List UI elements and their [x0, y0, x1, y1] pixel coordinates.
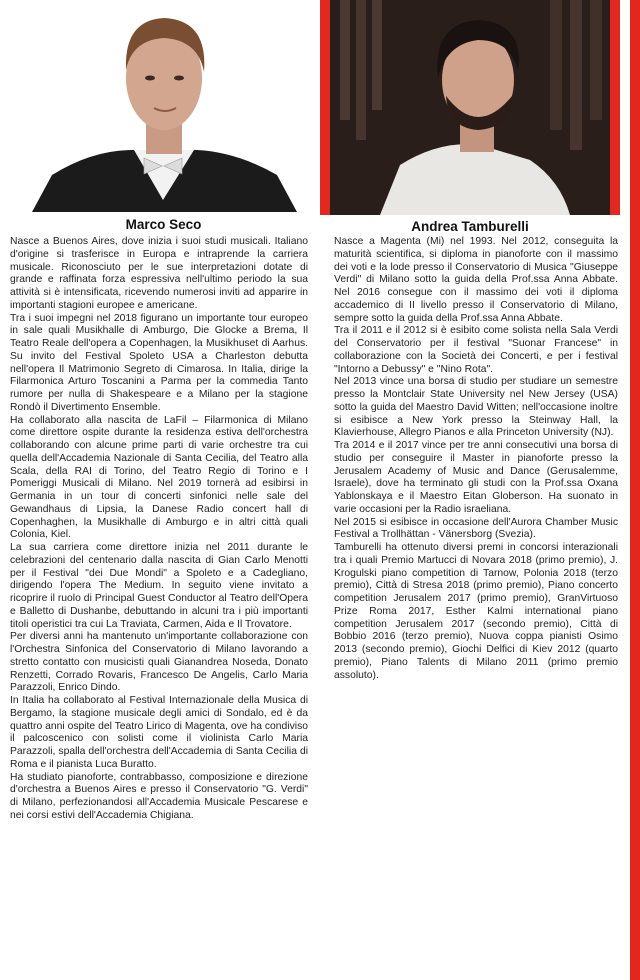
bio-paragraph: Tra i suoi impegni nel 2018 figurano un importante tour europeo in sale quali Musikhalle di Amburgo, Die Glocke a Brema, Il Teatro Reale dell'opera a Copenhagen, la Musikhuset di Aarhus. Su invito del Festival Spoleto USA a Charleston debutta nell'opera Il Matrimonio Segreto di Cimarosa. In Italia, dirige la Filarmonica Arturo Toscanini a Parma per la commedia Tanto rumore per nulla di Shakespeare e a Milano per la stagione Rondò il Divertimento Ensemble.	[10, 312, 308, 413]
portrait-photo-icon	[320, 0, 620, 215]
bio-paragraph: Nel 2013 vince una borsa di studio per studiare un semestre presso la Montclair State University nel New Jersey (USA) sotto la guida del Maestro David Witten; nell'occasione inoltre si esibisce a New York presso la Steinway Hall, la Klavierhouse, Allegro Pianos e alla Princeton University (NJ).	[334, 376, 618, 439]
bio-paragraph: Ha studiato pianoforte, contrabbasso, composizione e direzione d'orchestra a Buenos Aires e presso il Conservatorio "G. Verdi" di Milano, perfezionandosi all'Accademia Musicale Pescarese e nei corsi estivi dell'Accademia Chigiana.	[10, 771, 308, 821]
bio-paragraph: Tamburelli ha ottenuto diversi premi in concorsi interazionali tra i quali Premio Martucci di Novara 2018 (primo premio), J. Krogulski piano competition di Tarnow, Polonia 2018 (terzo premio), Città di Stresa 2018 (primo premio), Piano concerto competition Jerusalem 2017 (primo premio), GranVirtuoso Prize Roma 2017, Esther Kalmi international piano competition Jerusalem 2017 (secondo premio), Città di Bobbio 2016 (terzo premio), Nuova coppa pianisti Osimo 2013 (secondo premio), Giochi Delfici di Kiev 2012 (quarto premio), Piano Talents di Milano 2011 (primo premio assoluto).	[334, 542, 618, 681]
red-edge-strip	[630, 0, 640, 980]
bio-column-andrea-tamburelli	[334, 236, 618, 682]
bio-column-marco-seco	[10, 236, 308, 823]
portrait-photo-marco-seco	[22, 0, 305, 212]
bio-paragraph: Nasce a Magenta (Mi) nel 1993. Nel 2012, conseguita la maturità scientifica, si diploma in pianoforte con il massimo dei voti e la lode presso il Conservatorio di Musica "Giuseppe Verdi" di Milano sotto la guida della Prof.ssa Anna Abbate. Nel 2016 consegue con il massimo dei voti il diploma accademico di II livello presso il Conservatorio di Milano, sempre sotto la guida della Prof.ssa Anna Abbate.	[334, 236, 618, 324]
name-marco-seco: Marco Seco	[125, 217, 202, 232]
bio-paragraph: In Italia ha collaborato al Festival Internazionale della Musica di Bergamo, la stagione musicale degli amici di Sondalo, ed è da quattro anni ospite del Teatro Lirico di Magenta, ove ha condiviso il palcoscenico con solisti come il violinista Carlo Maria Parazzoli, spalla dell'orchestra dell'Accademia di Santa Cecilia di Roma e il pianista Luca Buratto.	[10, 695, 308, 770]
bio-paragraph: Ha collaborato alla nascita de LaFil – Filarmonica di Milano come direttore ospite durante la residenza estiva dell'orchestra collaborando con alcune prime parti di varie orchestre tra cui quella dell'Accademia Nazionale di Santa Cecilia, del Teatro alla Scala, della RAI di Torino, del Teatro Regio di Torino e I Pomeriggi Musicali di Milano. Nel 2019 tornerà ad esibirsi in Germania in un tour di concerti sinfonici nelle sale del Gewandhaus di Lipsia, la Danese Radio concert hall di Copenhaghen, la Musikhalle di Amburgo e in altri città quali Colonia, Kiel.	[10, 414, 308, 541]
bio-paragraph: Nel 2015 si esibisce in occasione dell'Aurora Chamber Music Festival a Trollhättan - Vänersborg (Svezia).	[334, 516, 618, 541]
portrait-photo-andrea-tamburelli	[320, 0, 620, 215]
bio-paragraph: Tra il 2011 e il 2012 si è esibito come solista nella Sala Verdi del Conservatorio per il festival "Suonar Francese" in collaborazione con la Società dei Concerti, e per i festival "Intorno a Debussy" e "Nino Rota".	[334, 325, 618, 375]
bio-paragraph: Tra 2014 e il 2017 vince per tre anni consecutivi una borsa di studio per conseguire il Master in pianoforte presso la Jerusalem Academy of Music and Dance (Gerusalemme, Israele), dove ha terminato gli studi con la Prof.ssa Oxana Yablonskaya e il Maestro Eitan Globerson. Ha suonato in varie occasioni per la Radio israeliana.	[334, 440, 618, 515]
bio-paragraph: Per diversi anni ha mantenuto un'importante collaborazione con l'Orchestra Sinfonica del Conservatorio di Milano lavorando a stretto contatto con musicisti quali Gianandrea Noseda, Donato Renzetti, Corrado Rovaris, Francesco De Angelis, Carlo Maria Parazzoli, Enrico Dindo.	[10, 631, 308, 694]
bio-paragraph: Nasce a Buenos Aires, dove inizia i suoi studi musicali. Italiano d'origine si trasferisce in Europa e intraprende la carriera musicale. Riconosciuto per le sue interpretazioni dotate di grande e raffinata forza espressiva nell'ultimo periodo la sua attività si è intensificata, ricevendo numerosi inviti ad apparire in importanti stagioni europee e americane.	[10, 236, 308, 311]
portrait-photo-icon	[22, 0, 305, 212]
name-andrea-tamburelli: Andrea Tamburelli	[411, 219, 529, 234]
bio-paragraph: La sua carriera come direttore inizia nel 2011 durante le celebrazioni del centenario dalla nascita di Gian Carlo Menotti per il Festival "dei Due Mondi" a Spoleto e a Cadegliano, dirigendo l'opera The Medium. In seguito viene invitato a ricoprire il ruolo di Principal Guest Conductor al Teatro dell'Opera e Balletto di Dushanbe, debuttando in alcuni tra i più importanti titoli operistici tra cui La Traviata, Carmen, Aida e Il Trovatore.	[10, 542, 308, 630]
